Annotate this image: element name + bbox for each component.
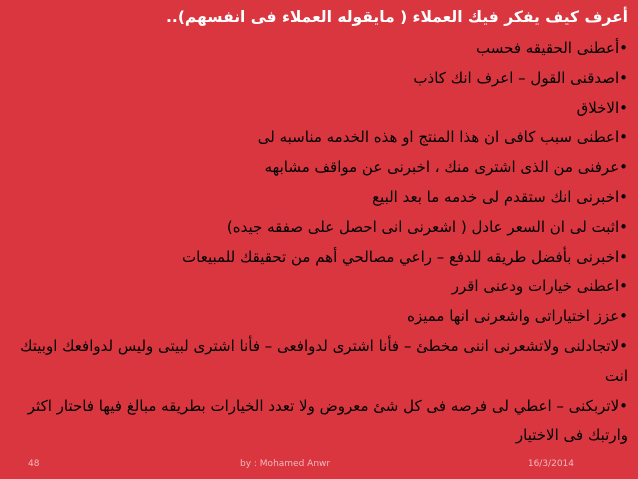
bullet-item: •أعطنى الحقيقه فحسب [476,39,628,57]
bullet-item: •عرفنى من الذى اشترى منك ، اخبرنى عن مواقف مشابهه [264,158,628,177]
slide-title: أعرف كيف يفكر فيك العملاء ( مايقوله العملاء فى انفسهم).. [166,8,628,26]
bullet-item: •اخبرنى بأفضل طريقه للدفع – راعي مصالحي أهم من تحقيقك للمبيعات [182,247,628,266]
footer-author: by : Mohamed Anwr [240,459,331,469]
bullet-item: •الاخلاق [576,98,628,117]
bullet-item: •اثبت لى ان السعر عادل ( اشعرنى انى احصل على صفقه جيده) [226,217,628,236]
bullet-item: •لاتربكنى – اعطي لى فرصه فى كل شئ معروض ولا تعدد الخيارات بطريقه مبالغ فيها فاحتار اكثر وارتبك فى الاختيار [27,396,628,445]
bullet-item: •اصدقنى القول – اعرف انك كاذب [413,68,628,87]
bullet-list [16,34,628,451]
bullet-item: •لاتجادلنى ولاتشعرنى اننى مخطئ – فأنا اشترى لدوافعى – فأنا اشترى لبيتى وليس لدوافعك اوبيتك انت [20,336,628,385]
bullet-item: •اعطنى خيارات ودعنى اقرر [451,277,628,296]
slide-number: 48 [28,459,40,469]
bullet-item: •اعطنى سبب كافى ان هذا المنتج او هذه الخدمه مناسبه لى [257,128,628,147]
bullet-item: •عزز اختياراتى واشعرنى انها مميزه [407,307,628,326]
footer-date: 16/3/2014 [527,459,574,469]
slide-footer [0,457,638,473]
bullet-item: •اخبرنى انك ستقدم لى خدمه ما بعد البيع [372,187,628,206]
